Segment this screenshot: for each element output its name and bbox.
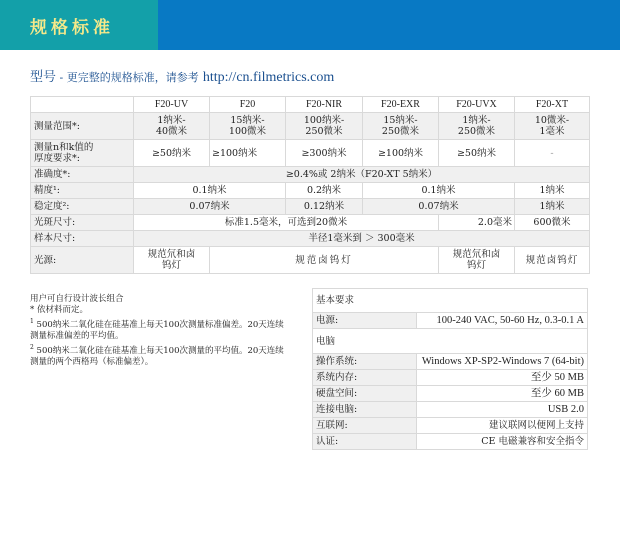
req-value: CE 电磁兼容和安全指令 — [417, 434, 588, 450]
nk-value: ≥50纳米 — [439, 140, 515, 167]
req-row — [313, 402, 588, 418]
req-label: 认证: — [313, 434, 417, 450]
model-separator: - — [56, 71, 67, 84]
req-value: 建议联网以便网上支持 — [417, 418, 588, 434]
stability-value: 0.07纳米 — [134, 199, 286, 215]
precision-value: 0.2纳米 — [286, 183, 363, 199]
req-row — [313, 418, 588, 434]
req-row — [313, 354, 588, 370]
footnote-mark: 2 — [30, 343, 34, 351]
precision-value: 0.1纳米 — [134, 183, 286, 199]
req-value: USB 2.0 — [417, 402, 588, 418]
sample-value: 半径1毫米到 ＞ 300毫米 — [134, 231, 590, 247]
model-header: F20-EXR — [363, 97, 439, 113]
footnote-text: 500纳米二氧化硅在硅基准上每天100次测量的平均值。20天连续测量的两个西格玛（标准偏差）。 — [30, 345, 284, 367]
basic-requirements-title: 基本要求 — [313, 289, 588, 313]
model-header: F20-NIR — [286, 97, 363, 113]
req-row — [313, 386, 588, 402]
computer-title: 电脑 — [313, 329, 588, 354]
note-stability — [30, 342, 292, 368]
model-label: 型号 — [30, 70, 57, 85]
stability-value: 0.07纳米 — [363, 199, 515, 215]
power-value: 100-240 VAC, 50-60 Hz, 0.3-0.1 A — [417, 313, 588, 329]
model-reference-line — [30, 66, 334, 86]
thickness-value: 1纳米- 250微米 — [439, 113, 515, 140]
spot-row — [31, 215, 590, 231]
nk-value: - — [515, 140, 590, 167]
model-header: F20-UV — [134, 97, 210, 113]
light-label: 光源: — [31, 247, 134, 274]
light-row — [31, 247, 590, 274]
stability-label: 稳定度²: — [31, 199, 134, 215]
thickness-label: 测量范围*: — [31, 113, 134, 140]
precision-value: 0.1纳米 — [363, 183, 515, 199]
light-value: 规范卤钨灯 — [210, 247, 439, 274]
header-tab — [0, 0, 158, 50]
req-label: 连接电脑: — [313, 402, 417, 418]
footnote-text: 500纳米二氧化硅在硅基准上每天100次测量标准偏差。20天连续测量标准偏差的平均值。 — [30, 319, 284, 341]
req-label: 互联网: — [313, 418, 417, 434]
spot-value: 2.0毫米 — [439, 215, 515, 231]
nk-value: ≥100纳米 — [210, 140, 286, 167]
accuracy-value: ≥0.4%或 2纳米（F20-XT 5纳米） — [134, 167, 590, 183]
light-value: 规范卤钨灯 — [515, 247, 590, 274]
footnotes — [30, 294, 292, 368]
note-precision — [30, 316, 292, 342]
spec-table — [30, 96, 590, 274]
sample-label: 样本尺寸: — [31, 231, 134, 247]
footnote-mark: 1 — [30, 318, 34, 325]
model-header: F20-UVX — [439, 97, 515, 113]
model-header: F20 — [210, 97, 286, 113]
nk-value: ≥300纳米 — [286, 140, 363, 167]
req-value: Windows XP-SP2-Windows 7 (64-bit) — [417, 354, 588, 370]
req-row — [313, 370, 588, 386]
stability-value: 0.12纳米 — [286, 199, 363, 215]
nk-label: 测量n和k值的 厚度要求*: — [31, 140, 134, 167]
note-material: * 依材料而定。 — [30, 305, 88, 315]
precision-row — [31, 183, 590, 199]
thickness-value: 1纳米- 40微米 — [134, 113, 210, 140]
requirements-table — [312, 288, 588, 450]
accuracy-row — [31, 167, 590, 183]
thickness-value: 15纳米- 100微米 — [210, 113, 286, 140]
nk-value: ≥50纳米 — [134, 140, 210, 167]
stability-value: 1纳米 — [515, 199, 590, 215]
req-row — [313, 434, 588, 450]
precision-label: 精度¹: — [31, 183, 134, 199]
model-header: F20-XT — [515, 97, 590, 113]
req-value: 至少 60 MB — [417, 386, 588, 402]
header-bar — [0, 0, 620, 50]
thickness-value: 15纳米- 250微米 — [363, 113, 439, 140]
model-note: 更完整的规格标准，请参考 — [66, 71, 199, 84]
req-label: 系统内存: — [313, 370, 417, 386]
stability-row — [31, 199, 590, 215]
website-link[interactable]: http://cn.filmetrics.com — [202, 70, 335, 85]
page-title: 规格标准 — [30, 17, 114, 38]
power-label: 电源: — [313, 313, 417, 329]
accuracy-label: 准确度*: — [31, 167, 134, 183]
spot-label: 光斑尺寸: — [31, 215, 134, 231]
req-label: 操作系统: — [313, 354, 417, 370]
computer-header — [313, 329, 588, 354]
thickness-row — [31, 113, 590, 140]
basic-requirements-header — [313, 289, 588, 313]
sample-row — [31, 231, 590, 247]
req-value: 至少 50 MB — [417, 370, 588, 386]
req-label: 硬盘空间: — [313, 386, 417, 402]
spec-header-row — [31, 97, 590, 113]
light-value: 规范氘和卤 钨灯 — [134, 247, 210, 274]
spot-value: 标准1.5毫米，可选到20微米 — [134, 215, 439, 231]
power-row — [313, 313, 588, 329]
spot-value: 600微米 — [515, 215, 590, 231]
thickness-value: 100纳米- 250微米 — [286, 113, 363, 140]
precision-value: 1纳米 — [515, 183, 590, 199]
light-value: 规范氘和卤 钨灯 — [439, 247, 515, 274]
nk-row — [31, 140, 590, 167]
note-wavelength: 用户可自行设计波长组合 — [30, 294, 124, 304]
thickness-value: 10微米- 1毫米 — [515, 113, 590, 140]
spec-corner — [31, 97, 134, 113]
nk-value: ≥100纳米 — [363, 140, 439, 167]
